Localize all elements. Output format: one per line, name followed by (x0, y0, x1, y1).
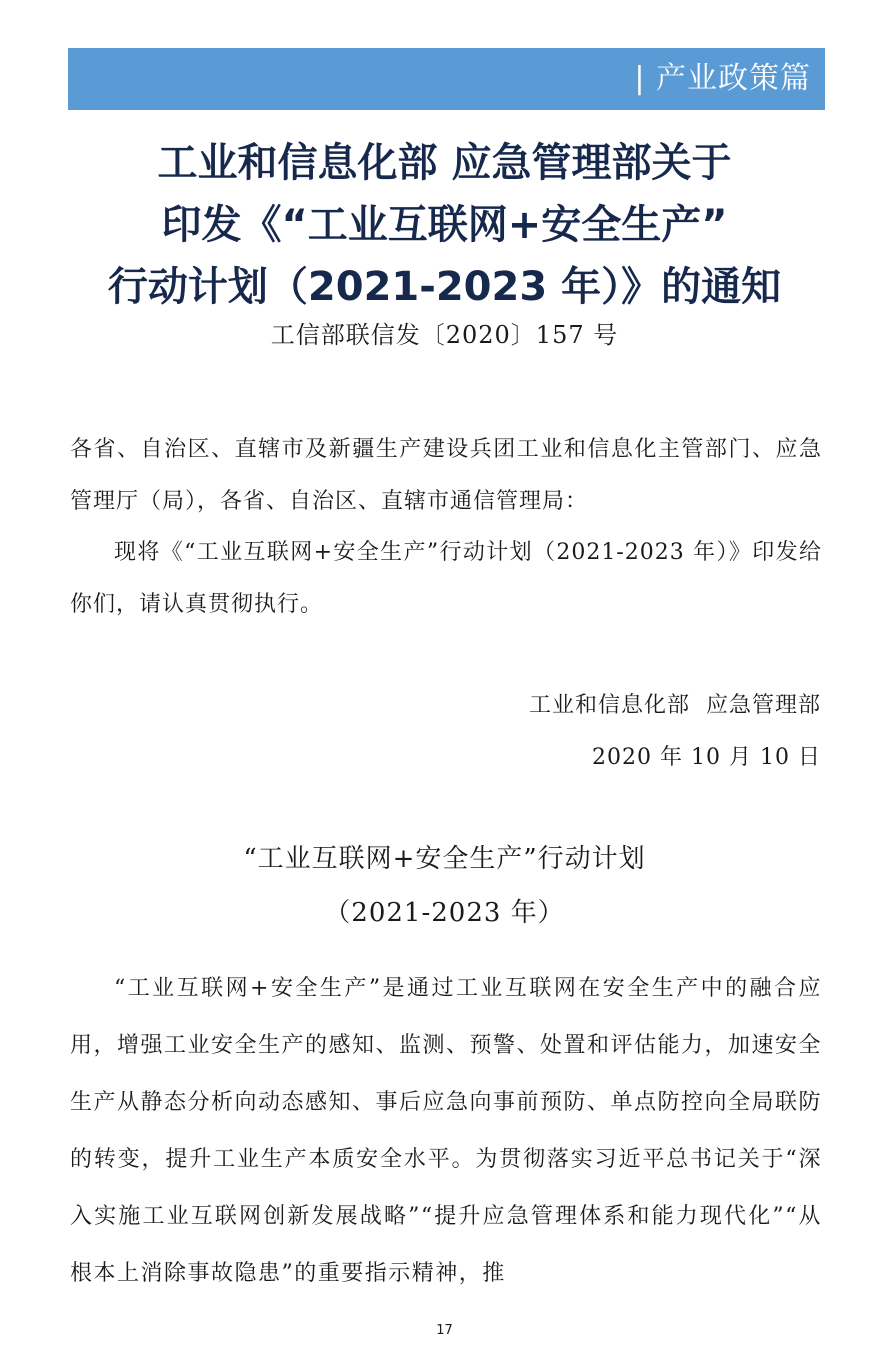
notice-recipients (70, 424, 822, 528)
plan-body (70, 960, 822, 1302)
document-number: 工信部联信发〔2020〕157 号 (270, 321, 619, 349)
plan-paragraph: “工业互联网+安全生产”是通过工业互联网在安全生产中的融合应用，增强工业安全生产的感知、监测、预警、处置和评估能力，加速安全生产从静态分析向动态感知、事后应急向事前预防、单点防控向全局联防的转变，提升工业生产本质安全水平。为贯彻落实习近平总书记关于“深入实施工业互联网创新发展战略”“提升应急管理体系和能力现代化”“从根本上消除事故隐患”的重要指示精神，推 (70, 976, 823, 1286)
title-line-3: 行动计划（2021-2023 年）》的通知 (107, 264, 782, 310)
section-header-bar (68, 48, 825, 110)
page-number: 17 (436, 1323, 453, 1338)
signature-issuers: 工业和信息化部 应急管理部 (529, 693, 821, 718)
signature-block (529, 680, 821, 784)
section-label: | 产业政策篇 (634, 61, 811, 96)
plan-title (0, 832, 889, 940)
recipients-text: 各省、自治区、直辖市及新疆生产建设兵团工业和信息化主管部门、应急管理厅（局），各省、自治区、直辖市通信管理局： (70, 437, 822, 514)
document-title (0, 132, 889, 318)
title-line-1: 工业和信息化部 应急管理部关于 (157, 140, 732, 186)
notice-intro (70, 527, 822, 631)
signature-date: 2020 年 10 月 10 日 (592, 745, 821, 770)
plan-title-line-1: “工业互联网+安全生产”行动计划 (243, 844, 646, 874)
intro-text: 现将《“工业互联网+安全生产”行动计划（2021-2023 年）》印发给你们，请认真贯彻执行。 (70, 540, 822, 617)
title-line-2: 印发《“工业互联网+安全生产” (161, 202, 728, 248)
plan-title-line-2: （2021-2023 年） (324, 898, 565, 928)
